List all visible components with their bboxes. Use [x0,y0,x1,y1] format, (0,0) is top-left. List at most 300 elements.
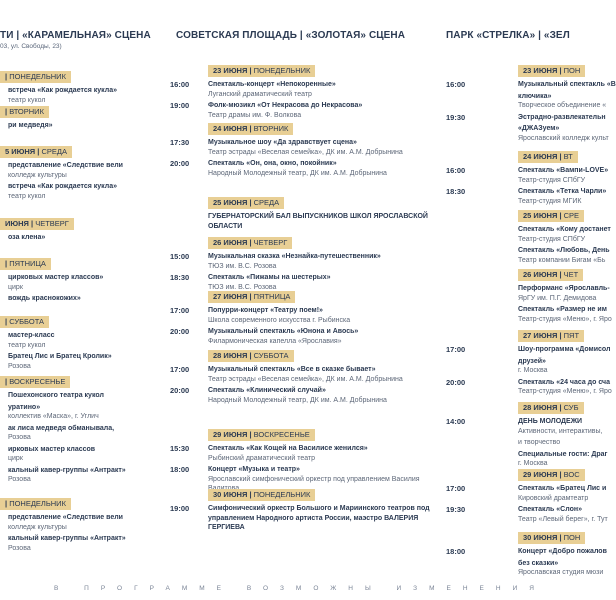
event-item [0,121,53,131]
event-title: Эстрадно-развлекательн [518,113,606,121]
day-header [208,291,295,303]
day-block [446,325,612,397]
day-header [0,218,74,230]
event-venue: театр кукол [8,341,46,349]
day-separator: | [247,490,254,499]
event-title: встреча «Как рождается кукла» [8,87,117,94]
event-time [446,92,518,111]
event-time [446,357,518,376]
day-separator: | [247,238,254,247]
day-header [0,258,51,270]
event-title: Музыкальный спектакль «Юнона и Авось» [208,328,359,335]
event-item [170,327,433,346]
event-title: Попурри-концерт «Театру поем!» [208,307,323,314]
event-item [446,305,612,324]
event-title: ирковых мастер классов [8,445,96,453]
event-time: 17:00 [446,484,466,493]
day-date: 23 ИЮНЯ [523,66,558,75]
event-title: Спектакль «Братец Лис и [518,485,607,492]
event-item [170,365,433,384]
event-item [170,504,433,533]
event-venue: Творческое объединение « [518,102,607,109]
day-separator: | [5,72,10,81]
day-block [0,493,126,553]
event-title: Спектакль «Клинический случай» [208,387,326,394]
day-separator: | [557,152,564,161]
event-item [446,187,608,206]
event-title: ри медведя» [8,122,53,129]
event-title: ак лиса медведя обманывала, [8,424,115,432]
day-block [446,60,616,143]
event-title: «ДЖАЗуем» [518,125,560,132]
day-of-week: ПЯТ [563,331,580,340]
event-venue: коллектив «Маска», г. Углич [8,413,99,420]
day-header [208,123,293,135]
day-of-week: ВТОРНИК [253,124,289,133]
day-separator: | [5,317,10,326]
event-time [0,331,8,350]
event-venue: Ярославский симфонический оркестр под управлением Василия [208,475,420,483]
event-title: ГУБЕРНАТОРСКИЙ БАЛ ВЫПУСКНИКОВ ШКОЛ ЯРОСЛАВСКОЙ ОБЛАСТИ [208,213,428,230]
event-item [0,182,123,201]
event-venue: г. Москва [518,367,548,374]
event-time [170,212,208,231]
event-time: 16:00 [446,166,466,175]
event-item [446,547,607,557]
event-time: 17:00 [446,345,466,354]
day-block [170,118,433,178]
event-time: 18:30 [170,273,190,282]
day-date: 28 ИЮНЯ [213,351,248,360]
event-item [170,444,433,463]
day-date: 30 ИЮНЯ [213,490,248,499]
day-header [0,71,71,83]
day-block [0,213,74,243]
day-of-week: ВТОРНИК [9,107,44,116]
event-title: представление «Следствие вели [8,514,123,521]
day-header [518,269,583,281]
day-separator: | [557,211,564,220]
event-venue: ЯрГУ им. П.Г. Демидова [518,294,597,302]
day-of-week: ЧЕТВЕРГ [35,219,69,228]
event-venue: Розова [8,476,31,483]
day-header [208,237,292,249]
day-date: 30 ИЮНЯ [523,533,558,542]
event-title: оза клена» [8,234,46,241]
day-header [208,350,294,362]
event-venue: колледж культуры [8,171,67,179]
column-karamelnaya-stage [0,0,168,580]
day-date: 25 ИЮНЯ [213,198,248,207]
event-time: 18:00 [170,465,190,474]
event-item [0,294,103,304]
day-header [0,146,72,158]
day-block [0,141,123,201]
event-venue: Театр-студия «Меню», г. Яро [518,388,612,395]
day-of-week: СУБ [563,403,579,412]
event-venue: Активности, интерактивы, [518,427,603,435]
event-item [446,505,608,524]
event-venue: Ярославский колледж культ [518,134,609,142]
day-separator: | [557,403,564,412]
event-item [446,345,612,355]
event-venue: Театр эстрады «Веселая семейка», ДК им. А.М. Добрынина [208,375,403,383]
day-of-week: ПЯТНИЦА [253,292,291,301]
day-header [208,489,315,501]
event-venue: театр кукол [8,192,46,200]
day-separator: | [247,430,254,439]
day-block [446,527,607,578]
event-venue: Театр драмы им. Ф. Волкова [208,111,302,119]
event-venue: Народный Молодежный театр, ДК им. А.М. Добрынина [208,169,387,177]
event-time: 17:30 [170,138,190,147]
event-item [0,391,126,401]
day-block [170,484,433,533]
event-venue: цирк [8,283,23,291]
event-venue: Народный Молодежный театр, ДК им. А.М. Добрынина [208,396,387,404]
event-item [446,225,611,244]
day-date: 24 ИЮНЯ [523,152,558,161]
day-date: 27 ИЮНЯ [213,292,248,301]
event-item [170,138,433,157]
event-item [0,352,112,371]
event-title: Спектакль «Пижамы на шестерых» [208,274,331,281]
column-zolotaya-stage [170,0,438,580]
event-item [170,306,433,325]
day-block [446,264,612,324]
day-date: 26 ИЮНЯ [213,238,248,247]
event-time [0,424,8,443]
event-venue: г. Москва [518,460,548,467]
event-title: вождь краснокожих» [8,295,81,302]
event-time: 16:00 [446,80,466,89]
day-separator: | [557,470,564,479]
event-item [446,246,611,265]
event-title: Спектакль «Кому достанет [518,226,611,233]
day-separator: | [557,533,564,542]
day-of-week: ПОНЕДЕЛЬНИК [9,72,66,81]
event-item [446,284,612,303]
event-time [446,284,518,303]
day-header [518,65,585,77]
event-venue: Розова [8,434,31,441]
day-header [0,106,49,118]
day-of-week: СУББОТА [253,351,289,360]
event-time [0,403,8,422]
event-title: Спектакль «Любовь, День [518,247,610,254]
event-title: Спектакль «Вампи-LOVE» [518,167,609,174]
event-title: цирковых мастер классов» [8,274,104,281]
event-title: Спектакль-концерт «Непокоренные» [208,81,336,88]
event-item [170,386,433,405]
event-time: 20:00 [170,327,190,336]
event-title: Спектакль «Он, она, окно, покойник» [208,160,337,167]
event-time: 19:30 [446,112,466,122]
event-time: 18:30 [446,187,466,196]
day-separator: | [28,219,36,228]
day-header [0,376,70,388]
event-time: 20:00 [170,159,190,168]
day-block [0,371,126,485]
day-separator: | [247,198,254,207]
event-title: Музыкальный спектакль «Все в сказке бывает» [208,366,376,373]
event-time: 19:30 [446,505,466,514]
day-of-week: ПОНЕДЕЛЬНИК [253,66,311,75]
event-title: Спектакль «Размер не им [518,306,607,313]
event-time: 15:30 [170,444,190,453]
event-item [446,80,616,90]
event-title: Симфонический оркестр Большого и Мариинского театров под управлением Народного артиста России, маэстро ВАЛЕРИЯ ГЕРГИЕВА [208,505,430,531]
event-title: Спектакль «Как Кощей на Василисе женился» [208,445,368,452]
event-title: без сказки» [518,559,559,567]
event-item [0,424,126,443]
day-of-week: ЧЕТ [563,270,579,279]
day-separator: | [247,124,254,133]
day-block [0,101,53,131]
day-of-week: ВТ [563,152,573,161]
event-time [446,438,518,448]
day-header [518,151,578,163]
day-of-week: СУББОТА [9,317,45,326]
event-venue: Театр-студия «Меню», г. Яро [518,315,612,323]
day-header [518,532,585,544]
event-time [446,305,518,324]
event-item [446,438,607,448]
event-time: 19:00 [170,504,190,513]
day-separator: | [557,270,564,279]
event-venue: ТЮЗ им. В.С. Розова [208,283,277,291]
event-title: друзей» [518,357,546,365]
event-item [446,378,612,397]
event-item [446,124,616,143]
event-venue: Рыбинский драматический театр [208,454,316,462]
day-block [0,253,103,304]
event-title: встреча «Как рождается кукла» [8,183,117,190]
event-title: Спектакль «Слон» [518,506,582,513]
day-block [446,397,607,469]
event-time [0,445,8,464]
event-venue: Театр «Левый берег», г. Тут [518,515,608,523]
event-time [0,233,8,243]
event-title: ДЕНЬ МОЛОДЕЖИ [518,418,583,425]
day-separator: | [35,147,42,156]
day-of-week: ПОН [563,66,581,75]
day-separator: | [5,259,10,268]
day-of-week: СРЕ [563,211,580,220]
event-item [0,233,74,243]
day-separator: | [557,331,564,340]
event-title: Братец Лис и Братец Кролик» [8,353,112,360]
day-of-week: ПОНЕДЕЛЬНИК [253,490,311,499]
day-date: 5 ИЮНЯ [5,147,36,156]
day-of-week: ВОС [563,470,580,479]
event-time: 15:00 [170,252,190,261]
day-header [518,330,584,342]
event-venue: Школа современного искусства г. Рыбинска [208,316,351,324]
event-item [170,159,433,178]
event-title: Музыкальный спектакль «В [518,81,616,88]
day-header [208,429,315,441]
day-header [518,402,584,414]
day-of-week: ПОНЕДЕЛЬНИК [9,499,66,508]
event-item [446,484,608,503]
event-venue: Театр-студия СПбГУ [518,235,586,243]
day-block [170,232,433,292]
event-title: Спектакль «Тетка Чарли» [518,188,607,195]
day-date: 29 ИЮНЯ [523,470,558,479]
column-subtitle: 03, ул. Свободы, 23) [0,43,62,50]
day-of-week: СРЕДА [253,198,280,207]
event-venue: театр кукол [8,96,46,104]
event-item [0,331,112,350]
event-title: Музыкальная сказка «Незнайка-путешественник» [208,253,381,260]
day-separator: | [247,351,254,360]
event-time: 17:00 [170,306,190,315]
day-date: 25 ИЮНЯ [523,211,558,220]
event-time [0,161,8,180]
day-block [170,60,433,120]
event-venue: Розова [8,362,31,370]
event-item [446,559,607,578]
event-title: Концерт «Музыка и театр» [208,466,300,473]
day-date: 29 ИЮНЯ [213,430,248,439]
event-item [0,513,126,532]
event-item [170,80,433,99]
event-item [170,212,433,231]
event-title: кальный кавер-группы «Антракт» [8,535,126,542]
day-date: 24 ИЮНЯ [213,124,248,133]
day-header [0,316,49,328]
event-time [0,391,8,401]
day-of-week: ЧЕТВЕРГ [253,238,288,247]
event-title: мастер-класс [8,332,55,339]
event-item [446,113,616,123]
day-header [208,65,315,77]
event-time: 14:00 [446,417,466,426]
event-time: 16:00 [170,80,190,89]
event-time: 17:00 [170,365,190,374]
column-title: ПАРК «СТРЕЛКА» | «ЗЕЛ [446,30,570,41]
day-of-week: ВОСКРЕСЕНЬЕ [253,430,310,439]
column-title: СОВЕТСКАЯ ПЛОЩАДЬ | «ЗОЛОТАЯ» СЦЕНА [176,30,406,41]
event-item [0,445,126,464]
event-item [0,161,123,180]
event-item [170,252,433,271]
day-header [0,498,71,510]
event-item [0,534,126,553]
event-venue: Кировский драмтеатр [518,494,589,502]
event-time [0,466,8,485]
day-block [446,146,608,206]
event-time: 20:00 [446,377,466,387]
event-time [446,225,518,244]
footer-note: В ПРОГРАММЕ ВОЗМОЖНЫ ИЗМЕНЕНИЯ [54,585,546,592]
day-block [0,66,117,105]
day-block [170,192,433,231]
day-block [446,464,608,524]
event-title: представление «Следствие вели [8,162,123,169]
day-header [518,469,585,481]
day-separator: | [5,499,10,508]
column-title: ТИ | «КАРАМЕЛЬНАЯ» СЦЕНА [0,30,151,41]
day-header [518,210,584,222]
day-of-week: ПОН [563,533,581,542]
day-date: 23 ИЮНЯ [213,66,248,75]
event-item [0,273,103,292]
event-time [446,246,518,265]
event-item [446,417,607,436]
day-separator: | [247,292,254,301]
day-header [208,197,284,209]
event-title: Музыкальное шоу «Да здравствует сцена» [208,139,357,146]
event-time [0,294,8,304]
event-venue: Театр компании Бигам «Бь [518,256,606,264]
day-date: 28 ИЮНЯ [523,403,558,412]
event-time [446,559,518,578]
event-time [0,513,8,532]
event-time [446,124,518,143]
event-item [446,166,608,185]
day-block [446,205,611,265]
day-of-week: ПЯТНИЦА [9,259,46,268]
event-time [0,534,8,553]
event-title: Шоу-программа «Домисол [518,346,611,353]
event-venue: цирк [8,455,23,462]
event-time: 18:00 [446,547,466,556]
event-venue: Филармоническая капелла «Ярославия» [208,337,342,345]
day-separator: | [557,66,564,75]
day-block [0,311,112,371]
event-venue: ТЮЗ им. В.С. Розова [208,262,277,270]
event-venue: Розова [8,544,31,552]
event-item [0,466,126,485]
event-title: Специальные гости: Драг [518,450,608,458]
event-title: Пошехонского театра кукол [8,392,104,399]
event-title: Спектакль «24 часа до сча [518,378,611,386]
event-title: Перформанс «Ярославль- [518,285,610,292]
event-venue: Театр-студия МГИК [518,197,582,205]
event-venue: Ярославская студия мюзи [518,569,604,576]
event-item [446,357,612,376]
event-title: Фолк-мюзикл «От Некрасова до Некрасова» [208,102,363,109]
column-strelka-park [446,0,616,580]
event-title: Концерт «Добро пожалов [518,548,607,555]
event-time [0,273,8,292]
event-time [0,352,8,371]
day-separator: | [5,377,10,386]
day-of-week: СРЕДА [41,147,67,156]
event-time: 19:00 [170,101,190,110]
day-block [170,345,433,405]
event-venue: Театр-студия СПбГУ [518,176,586,184]
event-time [0,121,8,131]
event-venue: и творчество [518,439,561,446]
event-time: 20:00 [170,386,190,395]
day-of-week: ВОСКРЕСЕНЬЕ [9,377,66,386]
day-date: 27 ИЮНЯ [523,331,558,340]
day-separator: | [247,66,254,75]
event-time [0,182,8,201]
event-title: уратино» [8,403,41,411]
day-date: 26 ИЮНЯ [523,270,558,279]
event-venue: колледж культуры [8,523,67,531]
event-title: ключика» [518,92,552,100]
event-title: кальный кавер-группы «Антракт» [8,466,126,474]
day-block [170,286,433,346]
day-separator: | [5,107,10,116]
event-venue: Луганский драматический театр [208,90,312,98]
event-item [446,92,616,111]
